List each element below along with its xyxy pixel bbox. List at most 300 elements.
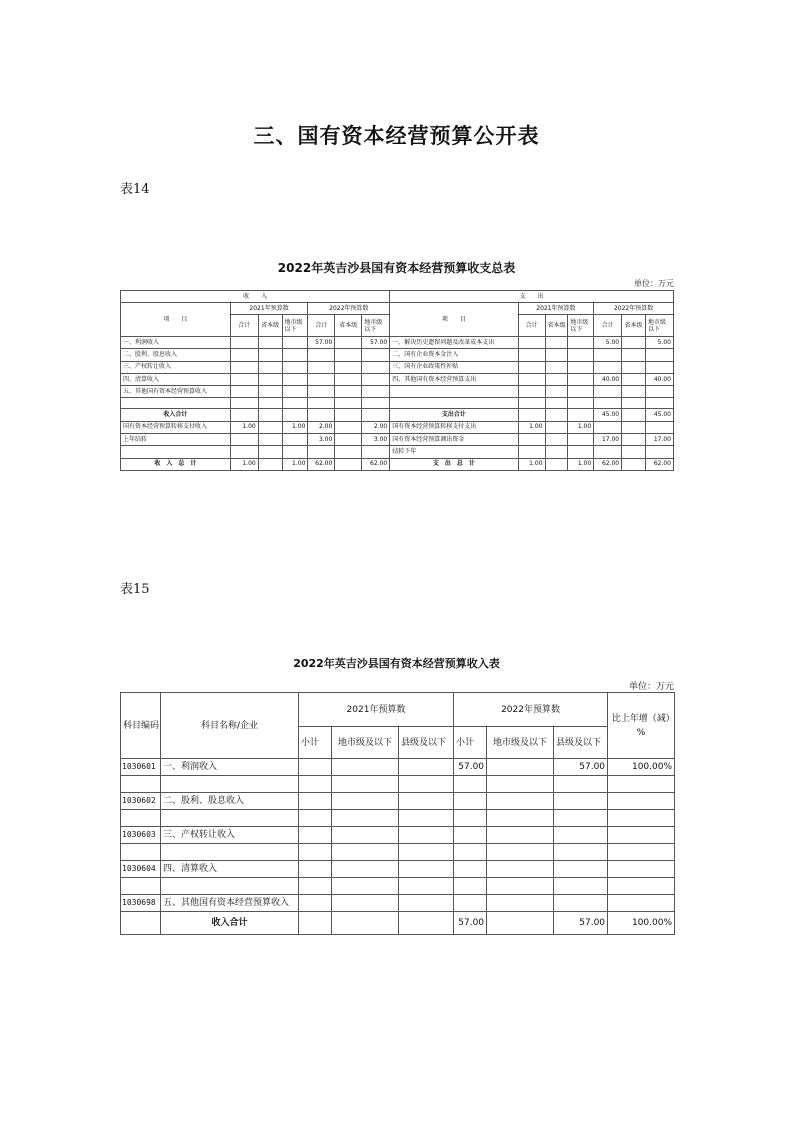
cell-b1 xyxy=(454,861,487,878)
table-row-e4 xyxy=(594,361,622,373)
col-province: 省本级 xyxy=(622,315,646,337)
total-row-i1: 1.00 xyxy=(230,458,258,470)
total-row-e3: 1.00 xyxy=(568,458,594,470)
table-row-e3 xyxy=(568,337,594,349)
total-a2 xyxy=(332,912,399,935)
table-row-i6 xyxy=(362,373,390,385)
subtotal-row-e1 xyxy=(518,409,545,421)
table-row-e4 xyxy=(594,446,622,458)
table-row-inc: 四、清算收入 xyxy=(121,373,231,385)
table-row xyxy=(121,337,674,349)
table-row-i1 xyxy=(230,446,258,458)
county-header: 县级及以下 xyxy=(554,727,608,759)
total-row-exp: 支 出 总 计 xyxy=(390,458,518,470)
total-row-i6: 62.00 xyxy=(362,458,390,470)
table-row xyxy=(121,759,675,776)
col-province: 省本级 xyxy=(335,315,362,337)
cell-name: 二、股利、股息收入 xyxy=(161,793,299,810)
spacer-cell xyxy=(362,398,390,409)
cell-pct xyxy=(608,776,675,793)
table-row-i2 xyxy=(258,361,282,373)
table-row-e1 xyxy=(518,386,545,398)
table-row-i4 xyxy=(308,361,335,373)
cell-a2 xyxy=(332,776,399,793)
spacer-cell xyxy=(622,398,646,409)
table-row-inc: 上年结转 xyxy=(121,434,231,446)
cell-pct: 100.00% xyxy=(608,759,675,776)
table-row-i4 xyxy=(308,386,335,398)
total-b1: 57.00 xyxy=(454,912,487,935)
spacer-cell xyxy=(282,398,308,409)
table-row xyxy=(121,446,674,458)
table-row-e4: 40.00 xyxy=(594,373,622,385)
cell-name xyxy=(161,776,299,793)
cell-a3 xyxy=(399,810,454,827)
cell-b3 xyxy=(554,827,608,844)
spacer-cell xyxy=(121,398,231,409)
spacer-cell xyxy=(594,398,622,409)
table-row-exp: 三、国有企业政策性补贴 xyxy=(390,361,518,373)
cell-code: 1030698 xyxy=(121,895,161,912)
table-row-e5 xyxy=(622,361,646,373)
spacer-cell xyxy=(518,398,545,409)
col-province: 省本级 xyxy=(545,315,568,337)
cell-a2 xyxy=(332,878,399,895)
table-row-e6: 17.00 xyxy=(645,434,673,446)
cell-code xyxy=(121,776,161,793)
table-row-e3 xyxy=(568,349,594,361)
col-total: 合计 xyxy=(518,315,545,337)
table-row-e5 xyxy=(622,446,646,458)
budget-summary-table xyxy=(120,290,674,471)
table15-unit: 单位：万元 xyxy=(628,682,674,692)
table-row-e4: 17.00 xyxy=(594,434,622,446)
total-name: 收入合计 xyxy=(161,912,299,935)
cell-b2 xyxy=(487,759,554,776)
total-row-i2 xyxy=(258,458,282,470)
table-row xyxy=(121,776,675,793)
cell-b3 xyxy=(554,793,608,810)
cell-a1 xyxy=(299,776,332,793)
table-row xyxy=(121,386,674,398)
table-row-i2 xyxy=(258,446,282,458)
cell-a2 xyxy=(332,810,399,827)
table-row-i6 xyxy=(362,446,390,458)
cell-b3 xyxy=(554,810,608,827)
table15-label: 表15 xyxy=(120,582,150,597)
cell-a3 xyxy=(399,878,454,895)
table-row-exp: 四、其他国有资本经营预算支出 xyxy=(390,373,518,385)
table14-unit: 单位：万元 xyxy=(634,279,674,288)
table-row-e2 xyxy=(545,434,568,446)
total-a1 xyxy=(299,912,332,935)
cell-b1: 57.00 xyxy=(454,759,487,776)
table-row-i2 xyxy=(258,434,282,446)
subtotal-row-i5 xyxy=(335,409,362,421)
total-row-i4: 62.00 xyxy=(308,458,335,470)
change-header: 比上年增（减）% xyxy=(608,693,675,759)
table-row-e2 xyxy=(545,386,568,398)
cell-b2 xyxy=(487,793,554,810)
table-row-i2 xyxy=(258,349,282,361)
income-2022-header: 2022年预算数 xyxy=(308,303,390,315)
cell-b1 xyxy=(454,844,487,861)
city-header: 地市级及以下 xyxy=(332,727,399,759)
table-row-e6 xyxy=(645,361,673,373)
cell-code: 1030602 xyxy=(121,793,161,810)
y2022-header: 2022年预算数 xyxy=(454,693,608,727)
cell-b1 xyxy=(454,895,487,912)
table-row xyxy=(121,844,675,861)
cell-name xyxy=(161,810,299,827)
total-row xyxy=(121,458,674,470)
table-row-e1 xyxy=(518,446,545,458)
table-row-e4 xyxy=(594,421,622,433)
cell-a1 xyxy=(299,793,332,810)
table-row-exp: 一、解决历史遗留问题及改革成本支出 xyxy=(390,337,518,349)
budget-income-table xyxy=(120,692,675,935)
col-city: 地市级以下 xyxy=(282,315,308,337)
table-row-i6: 3.00 xyxy=(362,434,390,446)
table-row-i5 xyxy=(335,446,362,458)
county-header: 县级及以下 xyxy=(399,727,454,759)
table-row-i1 xyxy=(230,349,258,361)
table-row-e2 xyxy=(545,421,568,433)
table-row-e1 xyxy=(518,361,545,373)
subtotal-row-i2 xyxy=(258,409,282,421)
total-row-e4: 62.00 xyxy=(594,458,622,470)
table-row-e2 xyxy=(545,446,568,458)
table-row-i5 xyxy=(335,337,362,349)
cell-a3 xyxy=(399,844,454,861)
table-row xyxy=(121,421,674,433)
table-row-i4: 2.00 xyxy=(308,421,335,433)
cell-b2 xyxy=(487,895,554,912)
cell-name: 一、利润收入 xyxy=(161,759,299,776)
cell-pct xyxy=(608,895,675,912)
table-row-e3 xyxy=(568,361,594,373)
table-row-e3: 1.00 xyxy=(568,421,594,433)
cell-b2 xyxy=(487,827,554,844)
cell-a2 xyxy=(332,895,399,912)
table-row-e2 xyxy=(545,361,568,373)
table-row-i3 xyxy=(282,386,308,398)
table-row-i3 xyxy=(282,361,308,373)
table-row-e4 xyxy=(594,386,622,398)
total-b2 xyxy=(487,912,554,935)
table-row-e2 xyxy=(545,373,568,385)
table-row-i1 xyxy=(230,434,258,446)
cell-name: 四、清算收入 xyxy=(161,861,299,878)
col-province: 省本级 xyxy=(258,315,282,337)
table-row-e4 xyxy=(594,349,622,361)
cell-name xyxy=(161,878,299,895)
cell-b3 xyxy=(554,895,608,912)
table-row-i5 xyxy=(335,373,362,385)
cell-a3 xyxy=(399,793,454,810)
cell-b2 xyxy=(487,844,554,861)
subtotal-row-e2 xyxy=(545,409,568,421)
table-row-e6 xyxy=(645,446,673,458)
table-row-e5 xyxy=(622,434,646,446)
spacer-cell xyxy=(568,398,594,409)
subtotal-row-exp: 支出合计 xyxy=(390,409,518,421)
table-row-exp: 国有资本经营预算调出资金 xyxy=(390,434,518,446)
cell-a2 xyxy=(332,827,399,844)
cell-name: 五、其他国有资本经营预算收入 xyxy=(161,895,299,912)
subtotal-row-e6: 45.00 xyxy=(645,409,673,421)
cell-b2 xyxy=(487,810,554,827)
table-row-exp: 国有资本经营预算转移支付支出 xyxy=(390,421,518,433)
cell-code xyxy=(121,878,161,895)
cell-pct xyxy=(608,793,675,810)
col-city: 地市级以下 xyxy=(568,315,594,337)
table-row-exp xyxy=(390,386,518,398)
city-header: 地市级及以下 xyxy=(487,727,554,759)
table-row-i3: 1.00 xyxy=(282,421,308,433)
table-row-e2 xyxy=(545,349,568,361)
cell-b1 xyxy=(454,827,487,844)
subtotal-row-e3 xyxy=(568,409,594,421)
table-row-e6: 40.00 xyxy=(645,373,673,385)
table-row xyxy=(121,434,674,446)
table-row-i1 xyxy=(230,373,258,385)
cell-b1 xyxy=(454,810,487,827)
table-row-i1: 1.00 xyxy=(230,421,258,433)
cell-a3 xyxy=(399,827,454,844)
cell-code xyxy=(121,912,161,935)
table-row-e5 xyxy=(622,373,646,385)
cell-b3 xyxy=(554,844,608,861)
table-row-i1 xyxy=(230,361,258,373)
table-row-i2 xyxy=(258,421,282,433)
table-row-inc: 一、利润收入 xyxy=(121,337,231,349)
table-row xyxy=(121,361,674,373)
cell-a3 xyxy=(399,759,454,776)
table-row-i3 xyxy=(282,373,308,385)
income-item-header: 项 目 xyxy=(121,303,231,337)
spacer-cell xyxy=(308,398,335,409)
total-row xyxy=(121,912,675,935)
table-row-i4 xyxy=(308,446,335,458)
table-row-e6 xyxy=(645,421,673,433)
table-row-e1 xyxy=(518,373,545,385)
income-2021-header: 2021年预算数 xyxy=(230,303,308,315)
expense-header: 支 出 xyxy=(390,291,674,303)
cell-b3 xyxy=(554,776,608,793)
total-row-e5 xyxy=(622,458,646,470)
subtotal-row-i6 xyxy=(362,409,390,421)
spacer-cell xyxy=(258,398,282,409)
cell-code xyxy=(121,844,161,861)
total-row-inc: 收 入 总 计 xyxy=(121,458,231,470)
cell-pct xyxy=(608,844,675,861)
table-row-e6: 5.00 xyxy=(645,337,673,349)
table-row-i3 xyxy=(282,446,308,458)
table-row-i1 xyxy=(230,337,258,349)
table-row xyxy=(121,373,674,385)
table-row xyxy=(121,810,675,827)
code-header: 科目编码 xyxy=(121,693,161,759)
spacer-cell xyxy=(545,398,568,409)
subtotal-row xyxy=(121,409,674,421)
table-row xyxy=(121,895,675,912)
table-row-e1: 1.00 xyxy=(518,421,545,433)
table-row-e2 xyxy=(545,337,568,349)
cell-a1 xyxy=(299,878,332,895)
page-title: 三、国有资本经营预算公开表 xyxy=(253,124,540,148)
table15-title: 2022年英吉沙县国有资本经营预算收入表 xyxy=(293,657,500,670)
table-row-i5 xyxy=(335,434,362,446)
subtotal-row-i3 xyxy=(282,409,308,421)
table-row-e4: 5.00 xyxy=(594,337,622,349)
col-city: 地市级以下 xyxy=(645,315,673,337)
table-row-e3 xyxy=(568,373,594,385)
table-row-i5 xyxy=(335,349,362,361)
subtotal-row-e4: 45.00 xyxy=(594,409,622,421)
table14-label: 表14 xyxy=(120,182,150,197)
cell-b1 xyxy=(454,793,487,810)
cell-a1 xyxy=(299,844,332,861)
table-row-i3 xyxy=(282,434,308,446)
cell-a1 xyxy=(299,810,332,827)
total-a3 xyxy=(399,912,454,935)
cell-a1 xyxy=(299,895,332,912)
cell-pct xyxy=(608,878,675,895)
table-row xyxy=(121,349,674,361)
table-row xyxy=(121,827,675,844)
cell-name xyxy=(161,844,299,861)
table-row-e3 xyxy=(568,386,594,398)
table-row-i5 xyxy=(335,361,362,373)
total-row-e2 xyxy=(545,458,568,470)
cell-code: 1030601 xyxy=(121,759,161,776)
table-row-exp: 结转下年 xyxy=(390,446,518,458)
total-row-i3: 1.00 xyxy=(282,458,308,470)
total-row-e6: 62.00 xyxy=(645,458,673,470)
cell-pct xyxy=(608,827,675,844)
table-row-i5 xyxy=(335,386,362,398)
subtotal-header: 小计 xyxy=(454,727,487,759)
table-row-i4: 57.00 xyxy=(308,337,335,349)
expense-item-header: 项 目 xyxy=(390,303,518,337)
expense-2021-header: 2021年预算数 xyxy=(518,303,594,315)
cell-a3 xyxy=(399,861,454,878)
table-row-i4 xyxy=(308,349,335,361)
total-row-e1: 1.00 xyxy=(518,458,545,470)
y2021-header: 2021年预算数 xyxy=(299,693,454,727)
expense-2022-header: 2022年预算数 xyxy=(594,303,674,315)
table-row-e3 xyxy=(568,434,594,446)
cell-a1 xyxy=(299,759,332,776)
table-row-e5 xyxy=(622,421,646,433)
subtotal-row-inc: 收入合计 xyxy=(121,409,231,421)
spacer-cell xyxy=(230,398,258,409)
cell-a2 xyxy=(332,793,399,810)
cell-a1 xyxy=(299,827,332,844)
col-total: 合计 xyxy=(230,315,258,337)
table-row-i6: 2.00 xyxy=(362,421,390,433)
table-row-inc: 国有资本经营预算转移支付收入 xyxy=(121,421,231,433)
table-row-e5 xyxy=(622,337,646,349)
col-total: 合计 xyxy=(308,315,335,337)
table-row xyxy=(121,878,675,895)
cell-a3 xyxy=(399,895,454,912)
income-header: 收 入 xyxy=(121,291,390,303)
table-row-e6 xyxy=(645,349,673,361)
cell-pct xyxy=(608,810,675,827)
subtotal-row-i4 xyxy=(308,409,335,421)
table-row-e5 xyxy=(622,349,646,361)
cell-b1 xyxy=(454,776,487,793)
table14-title: 2022年英吉沙县国有资本经营预算收支总表 xyxy=(277,261,516,275)
cell-code xyxy=(121,810,161,827)
cell-code: 1030603 xyxy=(121,827,161,844)
cell-pct xyxy=(608,861,675,878)
table-row-i4: 3.00 xyxy=(308,434,335,446)
table-row-i3 xyxy=(282,337,308,349)
table-row xyxy=(121,861,675,878)
cell-a2 xyxy=(332,844,399,861)
cell-b2 xyxy=(487,861,554,878)
cell-b3 xyxy=(554,861,608,878)
cell-b2 xyxy=(487,878,554,895)
table-row-i1 xyxy=(230,386,258,398)
table-row-i6: 57.00 xyxy=(362,337,390,349)
table-row-i2 xyxy=(258,386,282,398)
table-row-e5 xyxy=(622,386,646,398)
cell-a2 xyxy=(332,861,399,878)
cell-code: 1030604 xyxy=(121,861,161,878)
spacer-cell xyxy=(390,398,518,409)
cell-a1 xyxy=(299,861,332,878)
table-row-i6 xyxy=(362,349,390,361)
table-row-e1 xyxy=(518,434,545,446)
cell-b2 xyxy=(487,776,554,793)
cell-b3 xyxy=(554,878,608,895)
total-row-i5 xyxy=(335,458,362,470)
total-b3: 57.00 xyxy=(554,912,608,935)
spacer-cell xyxy=(335,398,362,409)
table-row-e3 xyxy=(568,446,594,458)
table-row xyxy=(121,793,675,810)
table-row-inc: 五、其他国有资本经营预算收入 xyxy=(121,386,231,398)
subtotal-header: 小计 xyxy=(299,727,332,759)
cell-a2 xyxy=(332,759,399,776)
table-row-exp: 二、国有企业资本金注入 xyxy=(390,349,518,361)
table-row-i4 xyxy=(308,373,335,385)
table-row-inc: 二、股利、股息收入 xyxy=(121,349,231,361)
table-row-i6 xyxy=(362,386,390,398)
table-row-inc: 三、产权转让收入 xyxy=(121,361,231,373)
table-row-i3 xyxy=(282,349,308,361)
table-row-e1 xyxy=(518,349,545,361)
cell-b3: 57.00 xyxy=(554,759,608,776)
name-header: 科目名称/企业 xyxy=(161,693,299,759)
table-row-i2 xyxy=(258,373,282,385)
subtotal-row-i1 xyxy=(230,409,258,421)
col-total: 合计 xyxy=(594,315,622,337)
total-pct: 100.00% xyxy=(608,912,675,935)
spacer-row xyxy=(121,398,674,409)
spacer-cell xyxy=(645,398,673,409)
cell-name: 三、产权转让收入 xyxy=(161,827,299,844)
cell-b1 xyxy=(454,878,487,895)
table-row-i2 xyxy=(258,337,282,349)
table-row-e1 xyxy=(518,337,545,349)
table-row-i5 xyxy=(335,421,362,433)
col-city: 地市级以下 xyxy=(362,315,390,337)
